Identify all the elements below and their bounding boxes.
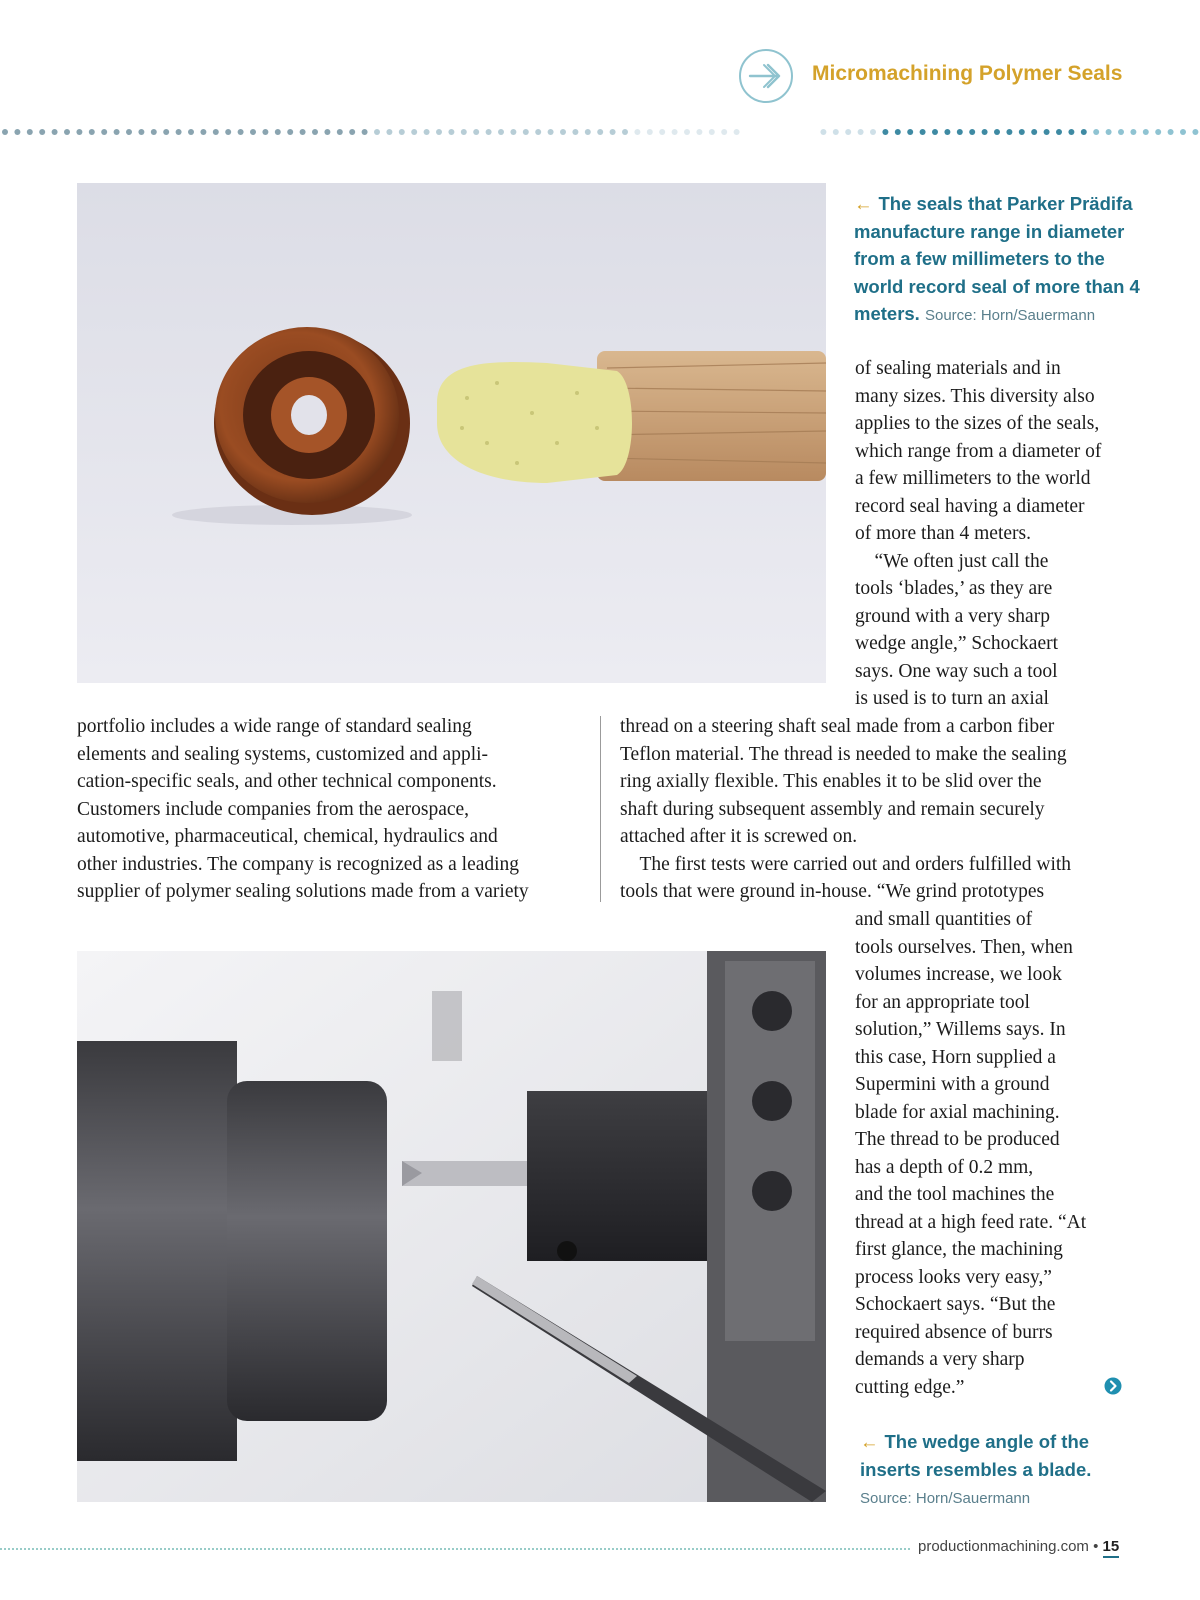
text-line: required absence of burrs: [855, 1321, 1053, 1343]
text-line: applies to the sizes of the seals,: [855, 413, 1100, 434]
text-line: thread on a steering shaft seal made from a carbon fiber: [620, 716, 1055, 737]
caption-text: The wedge angle of the inserts resembles a blade.: [860, 1431, 1092, 1480]
text-line: solution,” Willems says. In: [855, 1019, 1066, 1040]
text-line: Supermini with a ground: [855, 1074, 1050, 1095]
section-title: Micromachining Polymer Seals: [812, 62, 1123, 85]
text-line: and the tool machines the: [855, 1184, 1055, 1205]
dotted-divider: [0, 126, 1200, 138]
text-line: of sealing materials and in: [855, 358, 1061, 379]
arrow-left-icon: ←: [854, 193, 873, 214]
text-line: wedge angle,” Schockaert: [855, 633, 1059, 654]
footer-dotted-rule: [0, 1547, 912, 1551]
text-line: a few millimeters to the world: [855, 468, 1091, 489]
text-line: says. One way such a tool: [855, 660, 1058, 682]
text-line: cation-specific seals, and other technical components.: [77, 771, 497, 792]
text-line: ground with a very sharp: [855, 605, 1050, 627]
footer-site: productionmachining.com: [918, 1538, 1089, 1555]
text-line: has a depth of 0.2 mm,: [855, 1156, 1034, 1178]
body-text-middle: [620, 713, 1071, 906]
body-text-right-top: [855, 355, 1101, 713]
text-line: volumes increase, we look: [855, 964, 1062, 985]
text-line: tools ourselves. Then, when: [855, 936, 1073, 958]
caption-source: Source: Horn/Sauermann: [924, 307, 1096, 324]
text-line: first glance, the machining: [855, 1239, 1063, 1260]
text-line: tools ‘blades,’ as they are: [855, 578, 1053, 599]
text-line: tools that were ground in-house. “We grind prototypes: [620, 881, 1045, 902]
text-line: Customers include companies from the aerospace,: [77, 798, 470, 820]
text-line: is used is to turn an axial: [855, 688, 1049, 709]
text-line: for an appropriate tool: [855, 991, 1030, 1013]
text-line: ring axially flexible. This enables it to be slid over the: [620, 771, 1042, 792]
photo1-caption: [854, 190, 1144, 330]
body-text-right-bottom: [855, 906, 1086, 1401]
photo2-caption: [860, 1428, 1130, 1513]
text-line: thread at a high feed rate. “At: [855, 1211, 1087, 1233]
caption-source: Source: Horn/Sauermann: [860, 1490, 1031, 1507]
text-line: “We often just call the: [855, 550, 1049, 572]
continue-arrow-icon: [1104, 1377, 1122, 1395]
text-line: of more than 4 meters.: [855, 523, 1031, 544]
photo-cutting-tool: [77, 951, 826, 1502]
text-line: Schockaert says. “But the: [855, 1294, 1056, 1315]
text-line: shaft during subsequent assembly and remain securely: [620, 798, 1045, 820]
text-line: demands a very sharp: [855, 1349, 1025, 1370]
text-line: attached after it is screwed on.: [620, 826, 858, 847]
text-line: blade for axial machining.: [855, 1101, 1060, 1123]
text-line: portfolio includes a wide range of standard sealing: [77, 716, 472, 737]
column-divider: [600, 716, 601, 902]
text-line: process looks very easy,”: [855, 1266, 1052, 1288]
text-line: many sizes. This diversity also: [855, 385, 1095, 407]
page-number: 15: [1103, 1538, 1120, 1558]
text-line: The thread to be produced: [855, 1129, 1060, 1150]
arrow-left-icon: ←: [860, 1431, 879, 1452]
text-line: Teflon material. The thread is needed to make the sealing: [620, 743, 1067, 765]
text-line: elements and sealing systems, customized and appli-: [77, 743, 489, 765]
text-line: this case, Horn supplied a: [855, 1046, 1056, 1068]
body-text-left: [77, 713, 529, 906]
caption-text: The seals that Parker Prädifa manufacture range in diameter from a few millimeters to the world record seal of more than 4 meters.: [854, 193, 1140, 324]
text-line: The first tests were carried out and orders fulfilled with: [620, 853, 1072, 875]
text-line: record seal having a diameter: [855, 495, 1085, 517]
footer: [918, 1538, 1119, 1555]
photo-seal-and-match: [77, 183, 826, 683]
text-line: and small quantities of: [855, 909, 1033, 930]
text-line: automotive, pharmaceutical, chemical, hydraulics and: [77, 826, 498, 847]
text-line: supplier of polymer sealing solutions made from a variety: [77, 881, 529, 902]
text-line: which range from a diameter of: [855, 440, 1102, 462]
text-line: cutting edge.”: [855, 1376, 965, 1398]
text-line: other industries. The company is recognized as a leading: [77, 853, 520, 875]
arrow-circle-icon: [738, 48, 794, 104]
footer-separator: •: [1093, 1538, 1099, 1555]
